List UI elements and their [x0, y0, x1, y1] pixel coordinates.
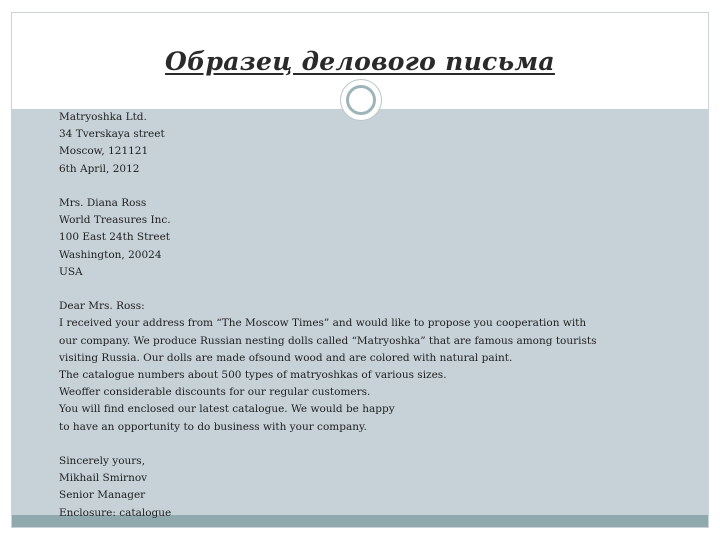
slide [11, 12, 709, 528]
recipient-line: USA [59, 265, 83, 278]
letter-body [59, 298, 679, 436]
recipient-line: 100 East 24th Street [59, 231, 171, 244]
letter-date: 6th April, 2012 [59, 162, 140, 175]
sender-line: Matryoshka Ltd. [59, 111, 147, 123]
recipient-line: World Treasures Inc. [59, 214, 171, 227]
body-line: I received your address from “The Moscow Times” and would like to propose you cooperation with [59, 317, 587, 330]
body-line: You will find enclosed our latest catalogue. We would be happy [59, 403, 395, 416]
recipient-line: Mrs. Diana Ross [59, 197, 147, 209]
letter-text [59, 109, 679, 522]
page-title: Образец делового письма [165, 47, 555, 76]
body-line: visiting Russia. Our dolls are made ofsound wood and are colored with natural paint. [59, 351, 513, 364]
body-line: to have an opportunity to do business with your company. [59, 420, 367, 433]
spacer [59, 178, 679, 195]
spacer [59, 281, 679, 298]
body-line: Weoffer considerable discounts for our regular customers. [59, 386, 371, 399]
recipient-line: Washington, 20024 [59, 248, 162, 261]
body-line: The catalogue numbers about 500 types of matryoshkas of various sizes. [59, 369, 447, 382]
enclosure-line: Enclosure: catalogue [59, 506, 172, 519]
closing-line: Sincerely yours, [59, 455, 146, 468]
recipient-address [59, 195, 679, 281]
salutation: Dear Mrs. Ross: [59, 300, 145, 313]
sender-line: Moscow, 121121 [59, 145, 149, 158]
signer-title: Senior Manager [59, 489, 146, 502]
body-line: our company. We produce Russian nesting dolls called “Matryoshka” that are famous among tourists [59, 334, 597, 347]
spacer [59, 436, 679, 453]
signer-name: Mikhail Smirnov [59, 472, 148, 485]
letter-closing [59, 453, 679, 522]
sender-line: 34 Tverskaya street [59, 128, 165, 141]
sender-address [59, 109, 679, 178]
